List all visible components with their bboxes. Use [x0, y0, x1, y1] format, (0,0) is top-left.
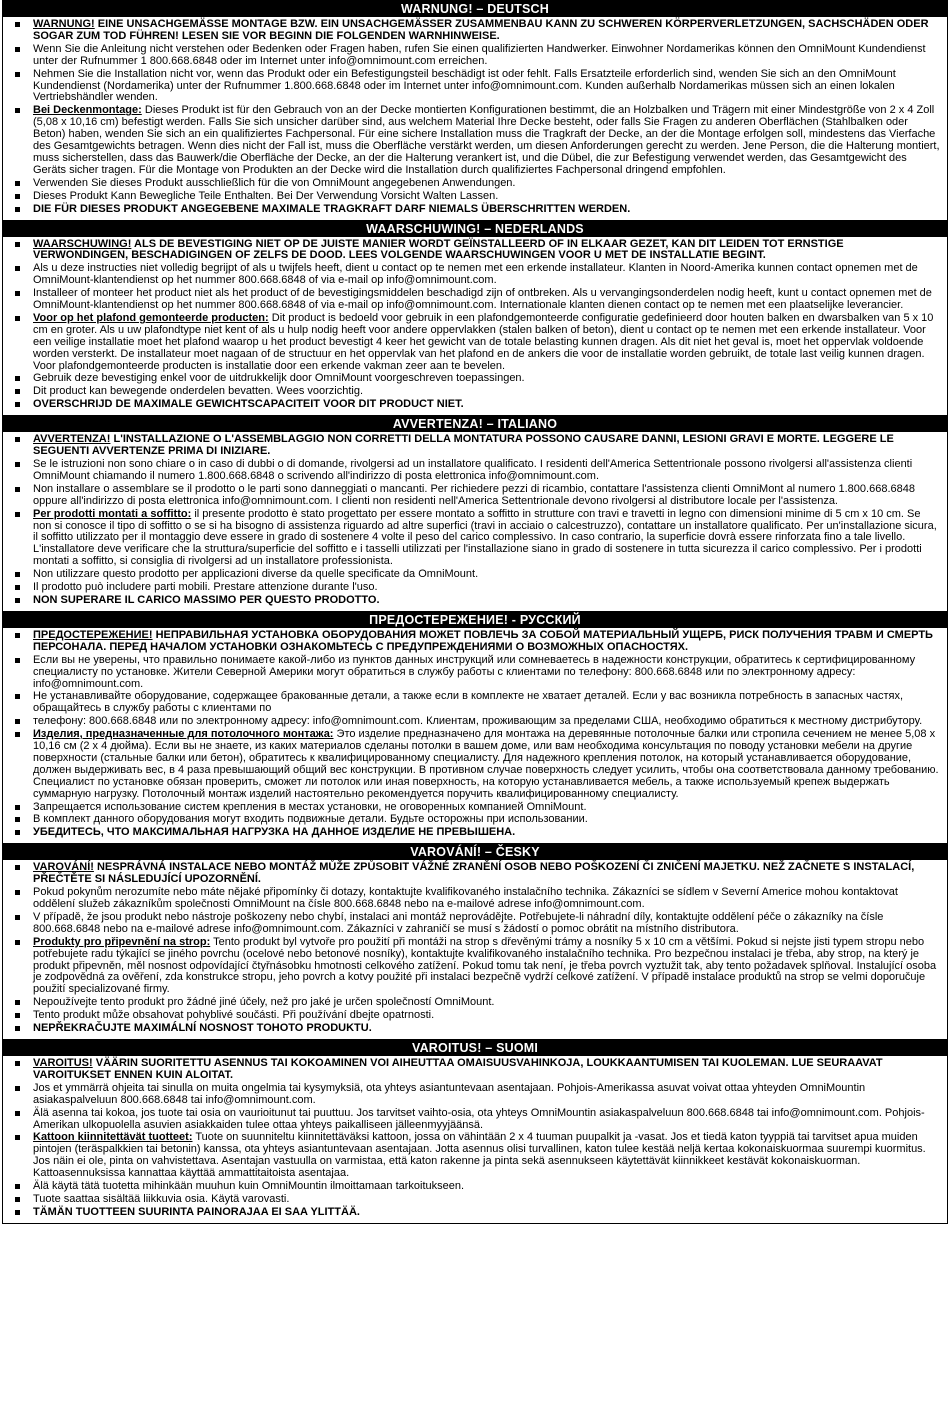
warning-item	[15, 19, 941, 43]
warning-lead: WAARSCHUWING!	[33, 237, 132, 250]
section-header: VAROVÁNÍ! – ČESKY	[3, 844, 947, 860]
list-item: Dit product kan bewegende onderdelen bevatten. Wees voorzichtig.	[15, 386, 941, 398]
section-russkiy	[2, 612, 948, 844]
warning-lead: VAROITUS!	[33, 1056, 93, 1069]
list-item: телефону: 800.668.6848 или по электронному адресу: info@omnimount.com. Клиентам, проживающим за пределами США, необходимо обратиться к местному дистрибутору.	[15, 716, 941, 728]
warning-lead: WARNUNG!	[33, 18, 95, 30]
section-header: AVVERTENZA! – ITALIANO	[3, 416, 947, 432]
list-item: Gebruik deze bevestiging enkel voor de uitdrukkelijk door OmniMount voorgeschreven toepassingen.	[15, 373, 941, 385]
section-nederlands	[2, 221, 948, 417]
warning-text: NESPRÁVNÁ INSTALACE NEBO MONTÁŽ MŮŽE ZPŮSOBIT VÁŽNÉ ZRANĚNÍ OSOB NEBO POŠKOZENÍ ČI ZNIČENÍ MAJETKU. NEŽ ZAČNETE S INSTALACÍ, PŘEČTĚTE SI NÁSLEDUJÍCÍ UPOZORNĚNÍ.	[33, 861, 915, 886]
list-item: Wenn Sie die Anleitung nicht verstehen oder Bedenken oder Fragen haben, rufen Sie einen qualifizierten Handwerker. Einwohner Nordamerikas können den OmniMount Kundendienst unter der Rufnummer 1 800.668.6848 oder im Internet unter info@omnimount.com erreichen.	[15, 44, 941, 68]
section-header: WARNUNG! – DEUTSCH	[3, 1, 947, 17]
list-item: Не устанавливайте оборудование, содержащее бракованные детали, а также если в комплекте не хватает деталей. Если у вас возникла потребность в запасных частях, обращайтесь в службу работы с клиентами по	[15, 691, 941, 715]
warning-item	[15, 434, 941, 458]
ceiling-text: Dieses Produkt ist für den Gebrauch von an der Decke montierten Konfigurationen bestimmt, die an Holzbalken und Trägern mit einer Mindestgröße von 2 x 4 Zoll (5,08 x 10,16 cm) befestigt werden. Falls Sie sich unsicher darüber sind, aus welchem Material Ihre Decke besteht, oder falls Sie Fragen zu anderen Oberflächen (Stahlbalken oder Beton) haben, wenden Sie sich an ein qualifiziertes Fachpersonal. Für eine sichere Installation muss die Tragkraft der Decke, an der die Montage erfolgen soll, mindestens das Vierfache des Gesamtgewichts betragen. Wenn dies nicht der Fall ist, muss die Oberfläche verstärkt werden, um diesen Anforderungen gerecht zu werden. Jene Person, die die Halterung montiert, muss sicherstellen, dass das Bauwerk/die Oberfläche der Decke, an der die Halterung verankert ist, und die Dübel, die zur Befestigung verwendet werden, das Gesamtgewicht des Geräts sicher tragen. Für die Montage von Produkten an der Decke wird die Installation durch qualifiziertes Fachpersonal dringend empfohlen.	[33, 104, 940, 176]
ceiling-item	[15, 509, 941, 569]
list-item: Dieses Produkt Kann Bewegliche Teile Enthalten. Bei Der Verwendung Vorsicht Walten Lassen.	[15, 191, 941, 203]
list-item: Älä käytä tätä tuotetta mihinkään muuhun kuin OmniMountin ilmoittamaan tarkoitukseen.	[15, 1181, 941, 1193]
safety-warnings-page	[2, 0, 948, 1224]
list-item: Nehmen Sie die Installation nicht vor, wenn das Produkt oder ein Befestigungsteil beschädigt ist oder fehlt. Falls Ersatzteile erforderlich sind, wenden Sie sich an den OmniMount Kundendienst (Nordamerika) unter der Rufnummer 1.800.668.6848 oder im Internet unter info@omnimount.com. Kunden außerhalb Nordamerikas müssen sich an einen lokalen Vertriebshändler wenden.	[15, 69, 941, 105]
ceiling-item	[15, 937, 941, 997]
list-item: Если вы не уверены, что правильно понимаете какой-либо из пунктов данных инструкций или сомневаетесь в надежности конструкции, обратитесь к сертифицированному специалисту по установке. Жители Северной Америки могут обратиться в службу работы с клиентами по телефону: 800.668.6848 или по электронному адресу: info@omnimount.com.	[15, 655, 941, 691]
section-deutsch	[2, 0, 948, 221]
list-item: Installeer of monteer het product niet als het product of de bevestigingsmiddelen beschadigd zijn of ontbreken. Als u vervangingsonderdelen nodig heeft, kunt u contact opnemen met de OmniMount-klantendienst op het nummer 800.668.6848 of via e-mail op info@omnimount.com. Internationale klanten dienen contact op te nemen met een plaatselijke leverancier.	[15, 288, 941, 312]
ceiling-text: Dit product is bedoeld voor gebruik in een plafondgemonteerde configuratie gedefinieerd door houten balken en dwarsbalken van 5 x 10 cm en groter. Als u uw plafondtype niet kent of als u hulp nodig heeft voor andere oppervlakken (stalen balken of beton), dient u contact op te nemen met een erkende installateur. Voor een veilige installatie moet het plafond waarop u het product bevestigt 4 keer het gewicht van de totale belasting kunnen dragen. Als dit niet het geval is, moet het oppervlak voldoende worden versterkt. De installateur moet nagaan of de structuur en het oppervlak van het plafond en de ankers die voor de installatie worden gebruikt, de totale last veilig kunnen dragen. Voor plafondgemonteerde producten is installatie door een erkende vakman zeer aan te bevelen.	[33, 311, 934, 372]
ceiling-lead: Per prodotti montati a soffitto:	[33, 507, 192, 520]
max-load-item: OVERSCHRIJD DE MAXIMALE GEWICHTSCAPACITEIT VOOR DIT PRODUCT NIET.	[15, 399, 941, 411]
warning-lead: AVVERTENZA!	[33, 433, 111, 446]
max-load-item: DIE FÜR DIESES PRODUKT ANGEGEBENE MAXIMALE TRAGKRAFT DARF NIEMALS ÜBERSCHRITTEN WERDEN.	[15, 204, 941, 216]
warning-item	[15, 239, 941, 263]
warning-item	[15, 862, 941, 886]
ceiling-lead: Voor op het plafond gemonteerde producten:	[33, 311, 269, 324]
ceiling-item	[15, 729, 941, 800]
list-item: Non installare o assemblare se il prodotto o le parti sono danneggiati o mancanti. Per richiedere pezzi di ricambio, contattare l'assistenza clienti OmniMont al numero 1.800.668.6848 oppure all'indirizzo di posta elettronica info@omnimount.com. I clienti non residenti nell'America Settentrionale devono rivolgersi al distributore locale per l'assistenza.	[15, 484, 941, 508]
warning-text: EINE UNSACHGEMÄSSE MONTAGE BZW. EIN UNSACHGEMÄSSER ZUSAMMENBAU KANN ZU SCHWEREN KÖRPERVERLETZUNGEN, SACHSCHÄDEN ODER SOGAR ZUM TOD FÜHREN! LESEN SIE VOR BEGINN DIE FOLGENDEN WARNHINWEISE.	[33, 18, 929, 42]
ceiling-item	[15, 1132, 941, 1180]
warning-item	[15, 630, 941, 654]
list-item: Älä asenna tai kokoa, jos tuote tai osia on vaurioitunut tai puuttuu. Jos tarvitset vaihto-osia, ota yhteys OmniMountin asiakaspalveluun 800.668.6848 tai info@omnimount.com. Pohjois-Amerikan ulkopuolella asuvien asiakkaiden tulee ottaa yhteys paikalliseen jälleenmyyjäänsä.	[15, 1108, 941, 1132]
section-header: VAROITUS! – SUOMI	[3, 1040, 947, 1056]
list-item: Nepoužívejte tento produkt pro žádné jiné účely, než pro jaké je určen společností OmniMount.	[15, 997, 941, 1009]
warning-text: VÄÄRIN SUORITETTU ASENNUS TAI KOKOAMINEN VOI AIHEUTTAA OMAISUUSVAHINKOJA, LOUKKAANTUMISEN TAI KUOLEMAN. LUE SEURAAVAT VAROITUKSET ENNEN KUIN ALOITAT.	[33, 1056, 883, 1081]
warning-text: ALS DE BEVESTIGING NIET OP DE JUISTE MANIER WORDT GEÏNSTALLEERD OF IN ELKAAR GEZET, KAN DIT LEIDEN TOT ERNSTIGE VERWONDINGEN, BESCHADIGINGEN OF ZELFS DE DOOD. LEES VOLGENDE WAARSCHUWINGEN VOOR U MET DE INSTALLATIE BEGINT.	[33, 237, 844, 262]
ceiling-item	[15, 313, 941, 373]
max-load-item: NON SUPERARE IL CARICO MASSIMO PER QUESTO PRODOTTO.	[15, 595, 941, 607]
ceiling-item	[15, 105, 941, 176]
max-load-item: NEPŘEKRAČUJTE MAXIMÁLNÍ NOSNOST TOHOTO PRODUKTU.	[15, 1023, 941, 1035]
warning-text: L'INSTALLAZIONE O L'ASSEMBLAGGIO NON CORRETTI DELLA MONTATURA POSSONO CAUSARE DANNI, LESIONI GRAVI E MORTE. LEGGERE LE SEGUENTI AVVERTENZE PRIMA DI INIZIARE.	[33, 433, 894, 458]
max-load-item: TÄMÄN TUOTTEEN SUURINTA PAINORAJAA EI SAA YLITTÄÄ.	[15, 1207, 941, 1219]
section-suomi	[2, 1040, 948, 1224]
list-item: Jos et ymmärrä ohjeita tai sinulla on muita ongelmia tai kysymyksiä, ota yhteys asiantuntevaan asentajaan. Pohjois-Amerikassa asuvat voivat ottaa yhteyden OmniMountin asiakaspalveluun 800.668.6848 tai info@omnimount.com.	[15, 1083, 941, 1107]
list-item: Tento produkt může obsahovat pohyblivé součásti. Při používání dbejte opatrnosti.	[15, 1010, 941, 1022]
ceiling-lead: Produkty pro připevnění na strop:	[33, 935, 211, 948]
ceiling-text: Это изделие предназначено для монтажа на деревянные потолочные балки или стропила сечением не менее 5,08 x 10,16 см (2 x 4 дюйма). Если вы не знаете, из каких материалов сделаны потолки в вашем доме, или вам необходима консультация по поводу установки мебели на другие поверхности (стальные балки или бетон), обратитесь к квалифицированному специалисту. Для надежного крепления потолок, на который устанавливается оборудование, должен выдерживать вес, в 4 раза превышающий общий вес конструкции. В противном случае поверхность следует усилить, чтобы она соответствовала данному требованию. Специалист по установке обязан проверить, сможет ли потолок или иная поверхность, на которую устанавливается мебель, а также используемый крепеж выдержать суммарную нагрузку. Потолочный монтаж изделий настоятельно рекомендуется поручить квалифицированному специалисту.	[33, 728, 939, 800]
list-item: Als u deze instructies niet volledig begrijpt of als u twijfels heeft, dient u contact op te nemen met een erkende installateur. Klanten in Noord-Amerika kunnen contact opnemen met de OmniMount-klantendienst op het nummer 800.668.6848 of via e-mail op info@omnimount.com.	[15, 263, 941, 287]
ceiling-text: il presente prodotto è stato progettato per essere montato a soffitto in strutture con travi e travetti in legno con dimensioni minime di 5 cm x 10 cm. Se non si conosce il tipo di soffitto o se si ha bisogno di assistenza riguardo ad altre superfici (travi in acciaio o calcestruzzo), contattare un installatore qualificato. Per un'installazione sicura, il soffitto utilizzato per il montaggio deve essere in grado di sostenere 4 volte il peso del carico complessivo. In caso contrario, la superficie dovrà essere rinforzata fino a tale livello. L'installatore deve verificare che la struttura/superficie del soffitto e i tasselli utilizzati per l'installazione siano in grado di sostenere in tutta sicurezza il carico complessivo. Per i prodotti montati a soffitto, si consiglia di rivolgersi ad un installatore professionista.	[33, 507, 937, 568]
ceiling-lead: Изделия, предназначенные для потолочного монтажа:	[33, 728, 334, 741]
max-load-item: УБЕДИТЕСЬ, ЧТО МАКСИМАЛЬНАЯ НАГРУЗКА НА ДАННОЕ ИЗДЕЛИЕ НЕ ПРЕВЫШЕНА.	[15, 827, 941, 839]
warning-lead: ПРЕДОСТЕРЕЖЕНИЕ!	[33, 628, 153, 641]
section-header: WAARSCHUWING! – NEDERLANDS	[3, 221, 947, 237]
warning-text: НЕПРАВИЛЬНАЯ УСТАНОВКА ОБОРУДОВАНИЯ МОЖЕТ ПОВЛЕЧЬ ЗА СОБОЙ МАТЕРИАЛЬНЫЙ УЩЕРБ, РИСК ПОЛУЧЕНИЯ ТРАВМ И СМЕРТЬ ПЕРСОНАЛА. ПЕРЕД НАЧАЛОМ УСТАНОВКИ ОЗНАКОМЬТЕСЬ С ПРЕДУПРЕЖДЕНИЯМИ О ВОЗМОЖНЫХ ОПАСНОСТЯХ.	[33, 628, 933, 653]
list-item: Non utilizzare questo prodotto per applicazioni diverse da quelle specificate da OmniMount.	[15, 569, 941, 581]
section-italiano	[2, 416, 948, 612]
list-item: Tuote saattaa sisältää liikkuvia osia. Käytä varovasti.	[15, 1194, 941, 1206]
list-item: Verwenden Sie dieses Produkt ausschließlich für die von OmniMount angegebenen Anwendungen.	[15, 178, 941, 190]
warning-item	[15, 1058, 941, 1082]
section-header: ПРЕДОСТЕРЕЖЕНИЕ! - РУССКИЙ	[3, 612, 947, 628]
list-item: V případě, že jsou produkt nebo nástroje poškozeny nebo chybí, instalaci ani montáž neprovádějte. Potřebujete-li náhradní díly, kontaktujte oddělení péče o zákazníky na čísle 800.668.6848 nebo na e-mailové adrese info@omnimount.com. Zákazníci v zahraničí se musí s žádostí o pomoc obrátit na místního distributora.	[15, 912, 941, 936]
list-item: Il prodotto può includere parti mobili. Prestare attenzione durante l'uso.	[15, 582, 941, 594]
ceiling-lead: Bei Deckenmontage:	[33, 104, 142, 117]
list-item: Pokud pokynům nerozumíte nebo máte nějaké připomínky či dotazy, kontaktujte kvalifikovaného instalačního technika. Zákazníci se sídlem v Severní Americe mohou kontaktovat oddělení služeb zákazníkům společnosti OmniMount na čísle 800.668.6848 nebo na e-mailové adrese info@omnimount.com.	[15, 887, 941, 911]
list-item: Запрещается использование систем крепления в местах установки, не оговоренных компанией OmniMount.	[15, 802, 941, 814]
ceiling-text: Tuote on suunniteltu kiinnitettäväksi kattoon, jossa on vähintään 2 x 4 tuuman puupalkit ja -vasat. Jos et tiedä katon tyyppiä tai tarvitset apua muiden pintojen (teräspalkkien tai betonin) kanssa, ota yhteys asiantuntevaan asentajaan. Jotta asennus olisi turvallinen, katon tulee kestää neljä kertaa kokonaiskuormaa suurempi kuormitus. Jos näin ei ole, pinta on vahvistettava. Asentajan vastuulla on varmistaa, että katon rakenne ja pinta sekä asennukseen käytettävät kiinnikkeet kestävät kokonaiskuorman. Kattoasennuksissa kannattaa käyttää ammattitaitoista asentajaa.	[33, 1131, 926, 1180]
list-item: В комплект данного оборудования могут входить подвижные детали. Будьте осторожны при использовании.	[15, 814, 941, 826]
ceiling-lead: Kattoon kiinnitettävät tuotteet:	[33, 1131, 193, 1144]
ceiling-text: Tento produkt byl vytvoře pro použití při montáži na strop s dřevěnými trámy a nosníky 5 x 10 cm a většími. Pokud si nejste jisti typem stropu nebo potřebujete radu týkající se jiného povrchu (ocelové nebo betonové nosníky), kontaktujte kvalifikovaného instalačního technika. Pro bezpečnou instalaci je třeba, aby strop, na který je produkt připevněn, měl nosnost odpovídající čtyřnásobku hmotnosti celkového zatížení. Pokud tomu tak není, je třeba povrch vyztužit tak, aby tento požadavek splňoval. Instalující osoba je zodpovědná za ověření, zda konstrukce stropu, jeho povrch a kotvy použité při instalaci bezpečně vydrží celkové zatížení. V případě instalace produktů na strop se velmi doporučuje použití specializované firmy.	[33, 935, 937, 996]
warning-lead: VAROVÁNÍ!	[33, 861, 94, 874]
section-cesky	[2, 844, 948, 1040]
list-item: Se le istruzioni non sono chiare o in caso di dubbi o di domande, rivolgersi ad un installatore qualificato. I residenti dell'America Settentrionale possono rivolgersi all'assistenza clienti OmniMount chiamando il numero 1.800.668.6848 o scrivendo all'indirizzo di posta elettronica info@omnimount.com.	[15, 459, 941, 483]
